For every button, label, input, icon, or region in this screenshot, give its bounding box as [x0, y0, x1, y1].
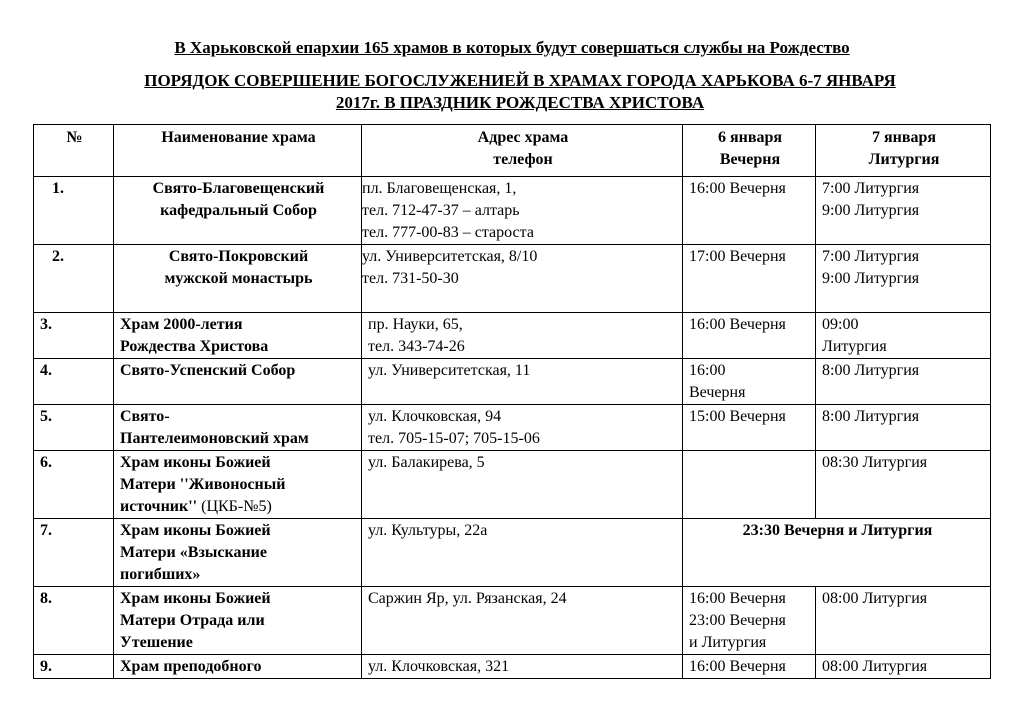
church-name: [114, 519, 362, 587]
church-address-line: ул. Клочковская, 94: [368, 408, 502, 425]
jan7-service-line: 8:00 Литургия: [822, 362, 920, 379]
document-title-line-2: 2017г. В ПРАЗДНИК РОЖДЕСТВА ХРИСТОВА: [335, 93, 705, 112]
jan6-service-line: Вечерня: [689, 384, 746, 401]
church-name-line: погибших»: [120, 566, 201, 583]
table-row: [34, 451, 991, 519]
jan7-service-line: 9:00 Литургия: [822, 270, 920, 287]
jan6-service: [683, 405, 816, 451]
church-address-line: тел. 777-00-83 – староста: [362, 224, 534, 241]
row-number: 5.: [34, 405, 114, 451]
jan6-service-line: 16:00 Вечерня: [689, 316, 786, 333]
church-address-line: ул. Университетская, 11: [368, 362, 531, 379]
church-name: [114, 451, 362, 519]
jan7-service: [816, 587, 991, 655]
church-name-line: Храм преподобного: [120, 658, 262, 675]
church-address: [362, 177, 683, 245]
church-address: [362, 655, 683, 679]
header-address: [362, 125, 683, 177]
row-number: 4.: [34, 359, 114, 405]
row-number: 6.: [34, 451, 114, 519]
jan6-service-line: и Литургия: [689, 634, 767, 651]
church-name-line: Матери ''Живоносный: [120, 476, 286, 493]
header-jan6: [683, 125, 816, 177]
church-address: [362, 587, 683, 655]
jan7-service: [816, 655, 991, 679]
church-name-line: Храм иконы Божией: [120, 590, 271, 607]
jan7-service-line: 08:00 Литургия: [822, 658, 928, 675]
church-name: [114, 587, 362, 655]
jan7-service-line: 7:00 Литургия: [822, 248, 920, 265]
jan6-service: [683, 655, 816, 679]
church-name-line: Матери «Взыскание: [120, 544, 267, 561]
table-row: [34, 177, 991, 245]
header-church-name: Наименование храма: [114, 125, 362, 177]
jan7-service-line: 08:00 Литургия: [822, 590, 928, 607]
jan7-service-line: 09:00: [822, 316, 859, 333]
jan6-service: [683, 245, 816, 313]
jan6-service: [683, 177, 816, 245]
jan6-service-line: 17:00 Вечерня: [689, 248, 786, 265]
church-address-line: ул. Балакирева, 5: [368, 454, 485, 471]
church-name-line: кафедральный Собор: [160, 202, 317, 219]
header-jan7-service: Литургия: [868, 151, 940, 168]
document-title-line-1: ПОРЯДОК СОВЕРШЕНИЕ БОГОСЛУЖЕНИЕЙ В ХРАМАХ ГОРОДА ХАРЬКОВА 6-7 ЯНВАРЯ: [144, 71, 896, 90]
jan7-service-line: 9:00 Литургия: [822, 202, 920, 219]
jan7-service-line: Литургия: [822, 338, 887, 355]
jan6-service-line: 16:00 Вечерня: [689, 658, 786, 675]
church-name-line: Утешение: [120, 634, 193, 651]
church-address: [362, 359, 683, 405]
announcement-title: В Харьковской епархии 165 храмов в которых будут совершаться службы на Рождество: [174, 38, 850, 57]
jan7-service: [816, 177, 991, 245]
church-name-line: Храм иконы Божией: [120, 454, 271, 471]
church-name: [114, 313, 362, 359]
jan7-service: [816, 313, 991, 359]
header-jan7: [816, 125, 991, 177]
church-name: [114, 655, 362, 679]
table-row: [34, 359, 991, 405]
header-phone-line: телефон: [493, 151, 553, 168]
church-address-line: тел. 705-15-07; 705-15-06: [368, 430, 540, 447]
church-name: [114, 245, 362, 313]
jan7-service: [816, 405, 991, 451]
church-name-line: Свято-: [120, 408, 170, 425]
jan7-service-line: 8:00 Литургия: [822, 408, 920, 425]
jan6-service-line: 15:00 Вечерня: [689, 408, 786, 425]
row-number: 7.: [34, 519, 114, 587]
church-name-line: мужской монастырь: [164, 270, 313, 287]
jan6-service-line: 16:00: [689, 362, 726, 379]
row-number: 9.: [34, 655, 114, 679]
jan7-service-line: 7:00 Литургия: [822, 180, 920, 197]
church-name-line: Пантелеимоновский храм: [120, 430, 309, 447]
church-name: [114, 405, 362, 451]
church-address: [362, 245, 683, 313]
church-address-line: Саржин Яр, ул. Рязанская, 24: [368, 590, 567, 607]
table-row: [34, 587, 991, 655]
table-header-row: [34, 125, 991, 177]
schedule-table: [33, 124, 991, 679]
church-name-line: Свято-Благовещенский: [152, 180, 325, 197]
header-number: №: [34, 125, 114, 177]
document-title: [80, 70, 960, 114]
church-address: [362, 405, 683, 451]
header-jan7-date: 7 января: [871, 129, 937, 146]
combined-service: 23:30 Вечерня и Литургия: [683, 519, 991, 587]
church-address-line: ул. Университетская, 8/10: [362, 248, 538, 265]
table-row: [34, 519, 991, 587]
jan6-service: [683, 451, 816, 519]
jan6-service-line: 16:00 Вечерня: [689, 180, 786, 197]
church-address-line: ул. Культуры, 22а: [368, 522, 488, 539]
jan6-service-line: 23:00 Вечерня: [689, 612, 786, 629]
jan6-service: [683, 313, 816, 359]
church-address: [362, 313, 683, 359]
church-name-line: Свято-Успенский Собор: [120, 362, 296, 379]
row-number: 2.: [34, 245, 114, 313]
church-name-line: источник'' (ЦКБ-№5): [120, 498, 272, 515]
church-name: [114, 177, 362, 245]
table-row: [34, 655, 991, 679]
row-number: 1.: [34, 177, 114, 245]
church-address-line: пр. Науки, 65,: [368, 316, 463, 333]
church-address-line: ул. Клочковская, 321: [368, 658, 510, 675]
church-name-suffix: (ЦКБ-№5): [197, 498, 272, 515]
church-name-line: Храм 2000-летия: [120, 316, 243, 333]
header-jan6-date: 6 января: [717, 129, 783, 146]
church-name-line: Храм иконы Божией: [120, 522, 271, 539]
church-address: [362, 451, 683, 519]
church-address-line: тел. 712-47-37 – алтарь: [362, 202, 520, 219]
jan6-service: [683, 359, 816, 405]
church-address-line: тел. 343-74-26: [368, 338, 465, 355]
table-row: [34, 313, 991, 359]
jan6-service: [683, 587, 816, 655]
church-address: [362, 519, 683, 587]
row-number: 8.: [34, 587, 114, 655]
church-name-line: Рождества Христова: [120, 338, 269, 355]
church-name-line: Свято-Покровский: [168, 248, 309, 265]
table-row: [34, 245, 991, 313]
jan7-service-line: 08:30 Литургия: [822, 454, 928, 471]
church-address-line: пл. Благовещенская, 1,: [362, 180, 517, 197]
header-address-line: Адрес храма: [477, 129, 569, 146]
jan6-service-line: 16:00 Вечерня: [689, 590, 786, 607]
jan7-service: [816, 359, 991, 405]
jan7-service: [816, 245, 991, 313]
jan7-service: [816, 451, 991, 519]
church-name-line: Матери Отрада или: [120, 612, 265, 629]
church-name: [114, 359, 362, 405]
row-number: 3.: [34, 313, 114, 359]
header-jan6-service: Вечерня: [719, 151, 781, 168]
church-address-line: тел. 731-50-30: [362, 270, 459, 287]
table-row: [34, 405, 991, 451]
